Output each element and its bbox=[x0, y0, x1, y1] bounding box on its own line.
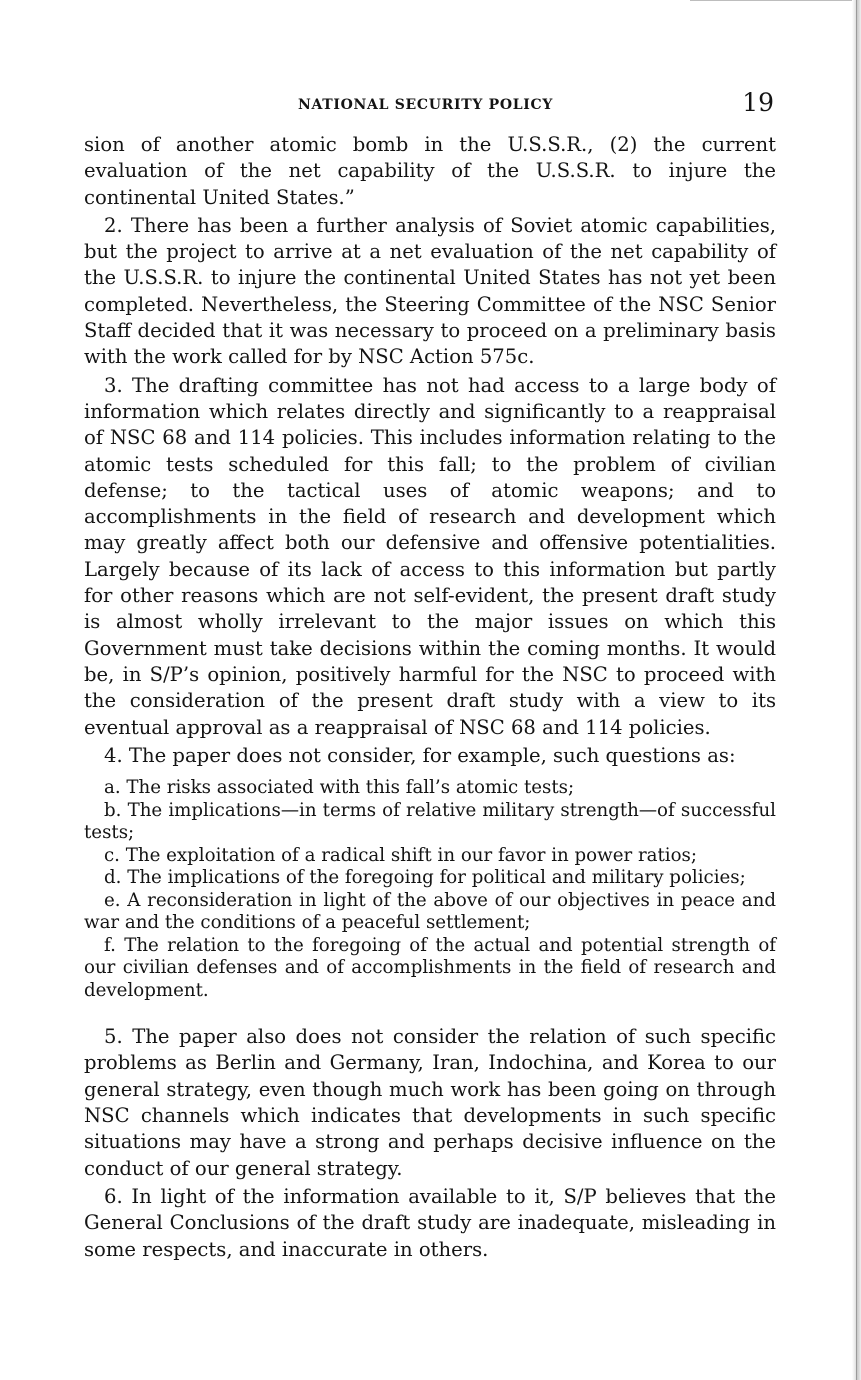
question-item: c. The exploitation of a radical shift in our favor in power ratios; bbox=[104, 844, 698, 866]
paragraph-4: 4. The paper does not consider, for example, such questions as: bbox=[104, 743, 736, 767]
question-item: e. A reconsideration in light of the above of our objectives in peace and war and the conditions of a peaceful settlement; bbox=[84, 889, 776, 934]
paragraph-2: 2. There has been a further analysis of Soviet atomic capabilities, but the project to arrive at a net evaluation of the net capability of the U.S.S.R. to injure the continental United States has not yet been completed. Nevertheless, the Steering Committee of the NSC Senior Staff decided that it was necessary to proceed on a preliminary basis with the work called for by NSC Action 575c. bbox=[84, 213, 776, 369]
question-item: b. The implications—in terms of relative military strength—of successful tests; bbox=[84, 799, 776, 844]
paragraph-5: 5. The paper also does not consider the relation of such specific problems as Berlin and Germany, Iran, Indochina, and Korea to our general strategy, even though much work has been going on through NSC channels which indicates that developments in such specific situations may have a strong and perhaps decisive influence on the conduct of our general strategy. bbox=[84, 1025, 776, 1180]
questions-list bbox=[84, 777, 776, 1002]
question-item: d. The implications of the foregoing for political and military policies; bbox=[104, 867, 746, 889]
question-item: a. The risks associated with this fall’s atomic tests; bbox=[104, 777, 575, 799]
paragraph-6: 6. In light of the information available to it, S/P believes that the General Conclusions of the draft study are inadequate, misleading in some respects, and inaccurate in others. bbox=[84, 1184, 776, 1261]
page-number: 19 bbox=[742, 88, 774, 117]
question-item: f. The relation to the foregoing of the actual and potential strength of our civilian defenses and of accomplishments in the field of research and development. bbox=[84, 934, 776, 1001]
page-edge-line bbox=[856, 0, 857, 1380]
continuation-paragraph: sion of another atomic bomb in the U.S.S.R., (2) the current evaluation of the net capability of the U.S.S.R. to injure the continental United States.” bbox=[84, 133, 776, 209]
paragraph-3: 3. The drafting committee has not had access to a large body of information which relates directly and significantly to a reappraisal of NSC 68 and 114 policies. This includes information relating to the atomic tests scheduled for this fall; to the problem of civilian defense; to the tactical uses of atomic weapons; and to accomplishments in the field of research and development which may greatly affect both our defensive and offensive potentialities. Largely because of its lack of access to this information but partly for other reasons which are not self-evident, the present draft study is almost wholly irrelevant to the major issues on which this Government must take decisions within the coming months. It would be, in S/P’s opinion, positively harmful for the NSC to proceed with the consideration of the present draft study with a view to its eventual approval as a reappraisal of NSC 68 and 114 policies. bbox=[84, 373, 776, 739]
body-text bbox=[84, 132, 776, 1263]
running-head bbox=[88, 88, 776, 122]
top-edge-rule bbox=[690, 0, 861, 1]
running-title: NATIONAL SECURITY POLICY bbox=[298, 97, 554, 113]
